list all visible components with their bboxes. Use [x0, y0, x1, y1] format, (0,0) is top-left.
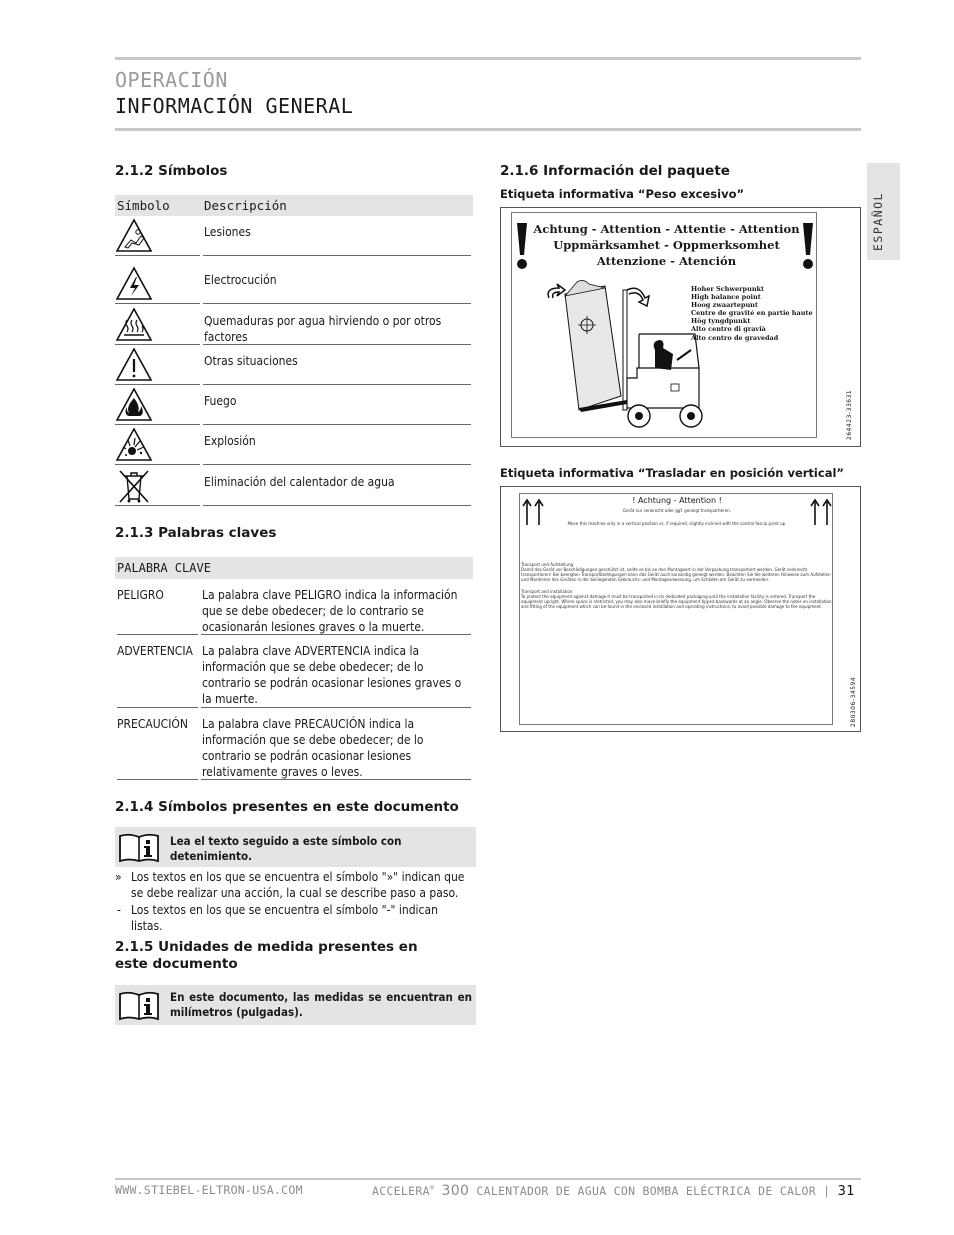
symbol-description: Explosión	[204, 434, 256, 448]
footer-product	[372, 1183, 855, 1199]
keyword-term: ADVERTENCIA	[117, 644, 193, 658]
keyword-term: PRECAUCIÓN	[117, 717, 188, 731]
label2-code: 280306-34594	[849, 676, 857, 727]
exclamation-left-icon	[514, 221, 530, 271]
note-text: Lea el texto seguido a este símbolo con detenimiento.	[170, 834, 402, 863]
transport-upright-label	[500, 486, 861, 732]
general-warning-icon	[114, 345, 154, 385]
symbol-description: Electrocución	[204, 273, 277, 287]
footer-separator: |	[823, 1184, 831, 1198]
fire-warning-icon	[114, 385, 154, 425]
footer-product-prefix: ACCELERA	[372, 1184, 430, 1198]
cog-line: Hoher Schwerpunkt	[691, 285, 765, 293]
footer-product-number: 300	[441, 1183, 470, 1199]
label2-line-de: Gerät nur senkrecht oder ggf. geneigt transportieren.	[622, 509, 732, 514]
label2-para2: To protect the equipment against damage it must be transported in its dedicated packaging until the installation facility is entered. Transport the equipment upright. Where space is restricted, you may also move briefly the equipment tipped backwards at an angle. Observe the notes on installation and fitting of the equipment which can be found in the enclosed installation and operating instructions, to avoid possible damage to the equipment.	[521, 595, 832, 610]
symbol-description: Quemaduras por agua hirviendo o por otros factores	[204, 314, 442, 344]
cog-line: Hoog zwaartepunt	[691, 301, 758, 309]
row-divider	[201, 707, 471, 708]
label1-line1: Achtung - Attention - Attentie - Attention	[533, 222, 800, 236]
label2-para1-title: Transport und Aufstellung	[521, 563, 574, 568]
row-divider	[203, 505, 471, 506]
label1-code: 264423-33631	[845, 389, 853, 440]
section-symbols-heading: 2.1.2 Símbolos	[115, 163, 228, 179]
section-units-heading: 2.1.5 Unidades de medida presentes en este documento	[115, 939, 418, 972]
header-top-rule	[115, 57, 861, 60]
row-divider	[115, 505, 200, 506]
section-keywords-heading: 2.1.3 Palabras claves	[115, 525, 277, 541]
row-divider	[203, 424, 471, 425]
injury-warning-icon	[114, 216, 154, 256]
row-divider	[203, 384, 471, 385]
row-divider	[115, 255, 200, 256]
bullet-text: Los textos en los que se encuentra el símbolo "»" indican que se debe realizar una acción, la cual se describe paso a paso.	[131, 870, 465, 900]
footer-product-name: CALENTADOR DE AGUA CON BOMBA ELÉCTRICA DE CALOR	[476, 1184, 816, 1198]
label1-line2: Uppmärksamhet - Oppmerksomhet	[553, 238, 780, 252]
symbol-description: Fuego	[204, 394, 237, 408]
bullet-text: Los textos en los que se encuentra el símbolo "-" indican listas.	[131, 903, 438, 933]
footer-url[interactable]: WWW.STIEBEL-ELTRON-USA.COM	[115, 1183, 303, 1197]
keyword-description: La palabra clave PELIGRO indica la información que se debe obedecer; de lo contrario se ocasionarán lesiones graves o la muerte.	[202, 588, 458, 634]
row-divider	[117, 779, 198, 780]
footer-registered-mark: ®	[429, 1184, 435, 1193]
info-book-icon	[118, 989, 160, 1021]
section-doc-symbols-heading: 2.1.4 Símbolos presentes en este documento	[115, 799, 459, 815]
label1-line3: Attenzione - Atención	[596, 254, 737, 268]
header-bottom-rule	[115, 128, 861, 131]
hot-water-warning-icon	[114, 305, 154, 345]
col-keyword-header: PALABRA CLAVE	[117, 561, 211, 575]
col-symbol-header: Símbolo	[117, 198, 170, 213]
row-divider	[115, 303, 200, 304]
keyword-description: La palabra clave ADVERTENCIA indica la información que se debe obedecer; de lo contrario se podrán ocasionar lesiones graves o la muerte.	[202, 644, 462, 706]
label1-caption: Etiqueta informativa “Peso excesivo”	[500, 187, 745, 201]
col-description-header: Descripción	[204, 198, 287, 213]
keyword-description: La palabra clave PRECAUCIÓN indica la información que se debe obedecer; de lo contrario se podrán ocasionar lesiones relativamente graves o leves.	[202, 717, 424, 779]
bullet-marker: »	[115, 870, 122, 884]
keywords-table-header	[115, 557, 473, 579]
label2-line-en: Move this machine only in a vertical position or, if required, slightly inclined with the control fascia point up.	[567, 522, 787, 527]
cog-line: Hög tyngdpunkt	[691, 317, 751, 325]
page-title: INFORMACIÓN GENERAL	[115, 94, 354, 118]
label2-title: ! Achtung - Attention !	[632, 496, 722, 505]
read-carefully-note	[115, 827, 476, 867]
electrocution-warning-icon	[114, 264, 154, 304]
keyword-term: PELIGRO	[117, 588, 164, 602]
info-book-icon	[118, 831, 160, 863]
language-label: ESPAÑOL	[871, 192, 885, 251]
explosion-warning-icon	[114, 425, 154, 465]
forklift-illustration	[527, 280, 717, 430]
crossed-bin-icon	[114, 466, 154, 506]
symbol-description: Otras situaciones	[204, 354, 298, 368]
label2-caption: Etiqueta informativa “Trasladar en posición vertical”	[500, 466, 844, 480]
page-number: 31	[837, 1184, 855, 1199]
cog-line: Centre de gravité en partie haute	[691, 309, 813, 317]
cog-line: Alto centro de gravedad	[691, 334, 779, 342]
row-divider	[203, 303, 471, 304]
section-package-heading: 2.1.6 Información del paquete	[500, 163, 730, 179]
bullet-marker: -	[117, 903, 121, 917]
heavy-weight-label	[500, 207, 861, 447]
row-divider	[201, 634, 471, 635]
row-divider	[117, 707, 198, 708]
label2-para1: Damit das Gerät vor Beschädigungen geschützt ist, sollte es bis an den Montageort in der Verpackung transportiert werden. Gerät senkrecht transportieren! Bei beengten Transportbedingungen kann das Gerät auch kurzzeitig geneigt werden. Beachten Sie die weiteren Hinweise zum Aufstellen und Montieren des Gerätes in der beiliegenden Gebrauchs- und Montageanweisung, um Schäden am Gerät zu vermeiden.	[521, 568, 831, 583]
row-divider	[201, 779, 471, 780]
cog-line: High balance point	[691, 293, 761, 301]
chapter-title: OPERACIÓN	[115, 68, 228, 92]
symbols-table-header	[115, 195, 473, 216]
row-divider	[203, 344, 471, 345]
row-divider	[115, 464, 200, 465]
row-divider	[117, 634, 198, 635]
symbol-description: Lesiones	[204, 225, 251, 239]
symbol-description: Eliminación del calentador de agua	[204, 475, 395, 489]
row-divider	[203, 464, 471, 465]
label2-para2-title: Transport and installation	[521, 590, 573, 595]
row-divider	[203, 255, 471, 256]
footer-rule	[115, 1178, 861, 1180]
language-tab	[867, 163, 900, 260]
cog-line: Alto centro di gravià	[691, 325, 766, 333]
units-note	[115, 985, 476, 1025]
note-text: En este documento, las medidas se encuentran en milímetros (pulgadas).	[170, 990, 472, 1019]
